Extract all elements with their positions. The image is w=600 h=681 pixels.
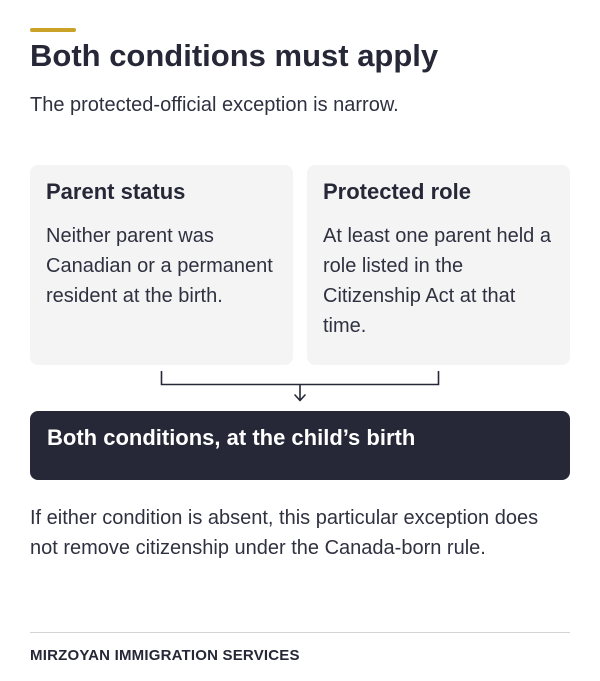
condition-card-body: Neither parent was Canadian or a permanent resident at the birth. xyxy=(46,225,273,307)
page-title: Both conditions must apply xyxy=(30,38,439,73)
page-subtitle: The protected-official exception is narrow. xyxy=(30,94,399,116)
result-banner xyxy=(30,411,570,480)
condition-card-parent-status xyxy=(30,165,293,365)
brand-name: MIRZOYAN IMMIGRATION SERVICES xyxy=(30,647,300,664)
footnote-text: If either condition is absent, this particular exception does not remove citizenship under the Canada-born rule. xyxy=(30,507,539,559)
condition-card-title: Protected role xyxy=(323,179,471,204)
merge-connector xyxy=(0,365,600,411)
merge-bracket-line xyxy=(162,371,439,385)
result-label: Both conditions, at the child’s birth xyxy=(47,425,416,450)
condition-card-protected-role xyxy=(307,165,570,365)
condition-card-title: Parent status xyxy=(46,179,186,204)
condition-card-body: At least one parent held a role listed in the Citizenship Act at that time. xyxy=(323,225,551,337)
footer-divider xyxy=(30,632,570,633)
title-accent-bar xyxy=(30,28,76,32)
